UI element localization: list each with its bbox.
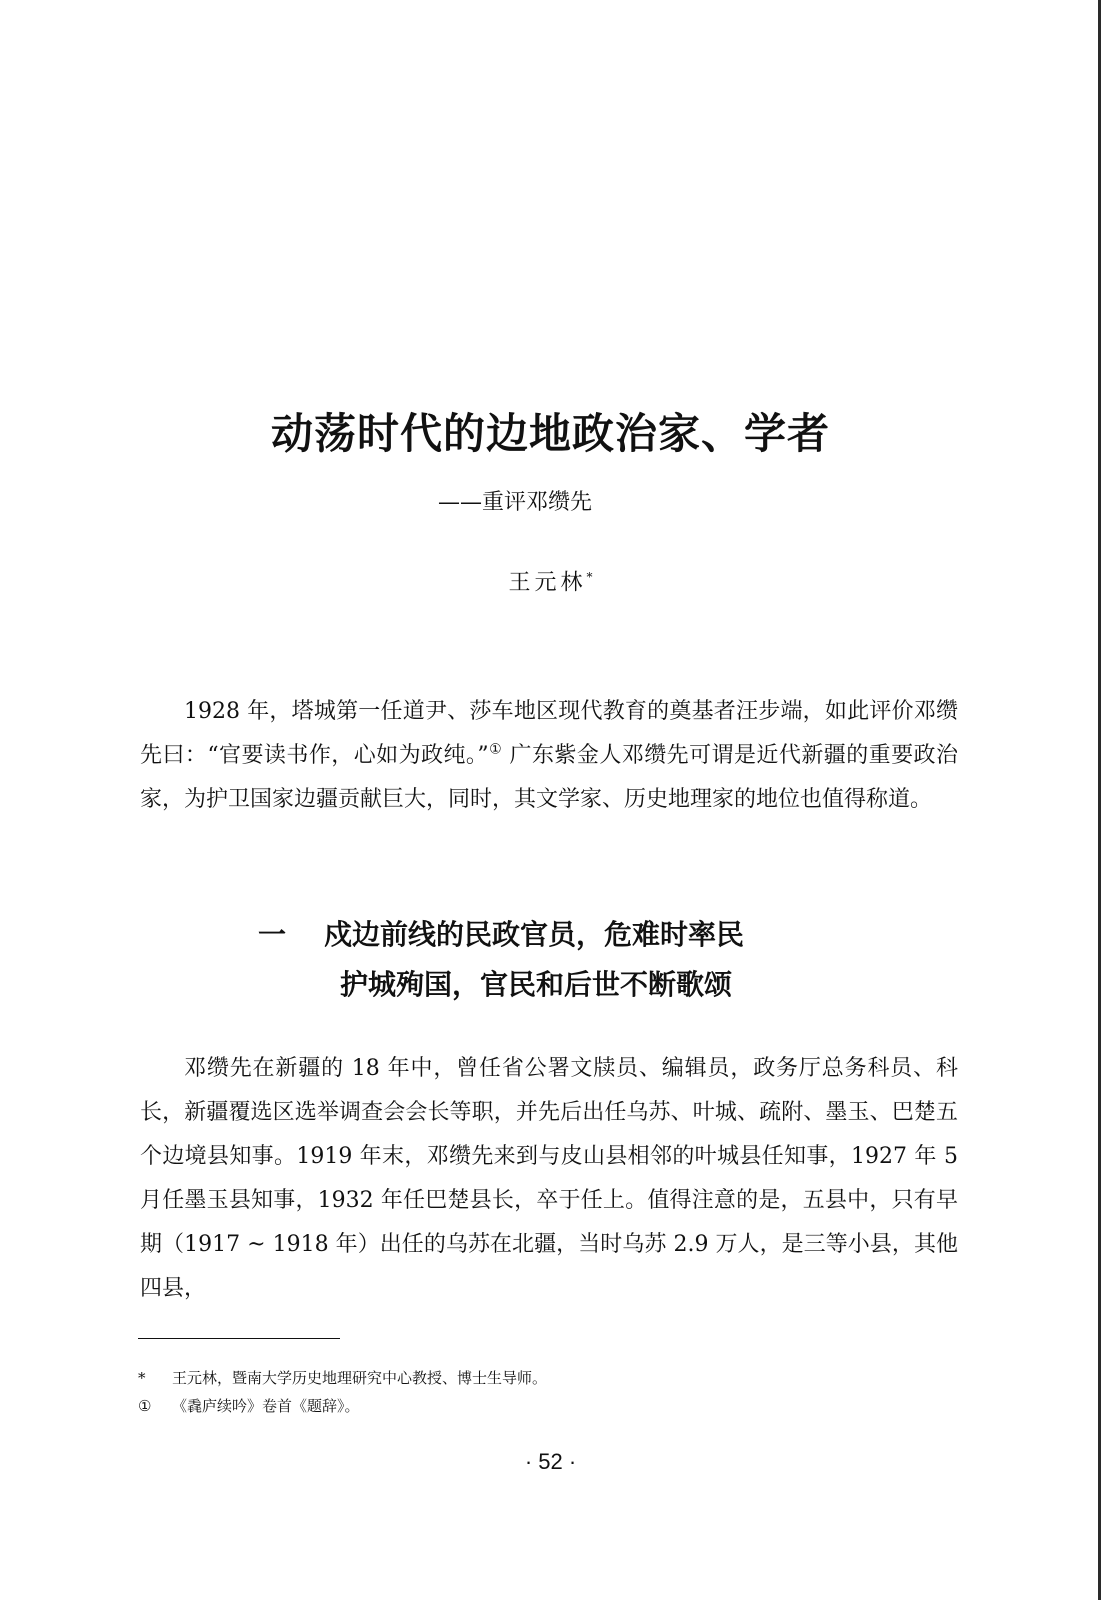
- footnote-mark: *: [138, 1369, 146, 1387]
- paragraph-intro-text-b: 广东紫金人邓缵先可谓是近代新疆的重要政治家，为护卫国家边疆贡献巨大，同时，其文学家、历史地理家的地位也值得称道。: [140, 743, 959, 812]
- page-number: · 52 ·: [524, 1449, 577, 1474]
- section-heading-line1: [258, 912, 878, 958]
- footnote-1: [138, 1395, 360, 1417]
- author-line: [0, 562, 1101, 598]
- author-name: 王元林: [508, 570, 587, 596]
- article-title: 动荡时代的边地政治家、学者: [270, 409, 830, 458]
- footnote-ref-1[interactable]: ①: [488, 741, 503, 758]
- section-number: 一: [258, 918, 287, 951]
- paragraph-section1: 邓缵先在新疆的 18 年中，曾任省公署文牍员、编辑员，政务厅总务科员、科长，新疆覆选区选举调查会会长等职，并先后出任乌苏、叶城、疏附、墨玉、巴楚五个边境县知事。1919 年末，邓缵先来到与皮山县相邻的叶城县任知事，1927 年 5 月任墨玉县知事，1932 年任巴楚县长，卒于任上。值得注意的是，五县中，只有早期（1917 ~ 1918 年）出任的乌苏在北疆，当时乌苏 2.9 万人，是三等小县，其他四县，: [140, 1056, 958, 1301]
- author-footnote-mark[interactable]: *: [586, 570, 593, 584]
- paragraph-intro-text-a: 1928 年，塔城第一任道尹、莎车地区现代教育的奠基者汪步端，如此评价邓缵先曰：“官要读书作，心如为政纯。”: [140, 699, 958, 768]
- footnote-text: 《毳庐续吟》卷首《题辞》。: [172, 1397, 360, 1415]
- footnote-text: 王元林，暨南大学历史地理研究中心教授、博士生导师。: [172, 1369, 548, 1387]
- section-heading-line2: 护城殉国，官民和后世不断歌颂: [340, 968, 733, 1001]
- paragraph-intro: [140, 690, 958, 822]
- section-heading-text-1: 戍边前线的民政官员，危难时率民: [324, 918, 745, 951]
- article-subtitle: ——重评邓缵先: [438, 490, 593, 515]
- footnote-mark: ①: [138, 1397, 152, 1415]
- footnote-divider: [138, 1338, 340, 1339]
- footnote-author: [138, 1367, 548, 1389]
